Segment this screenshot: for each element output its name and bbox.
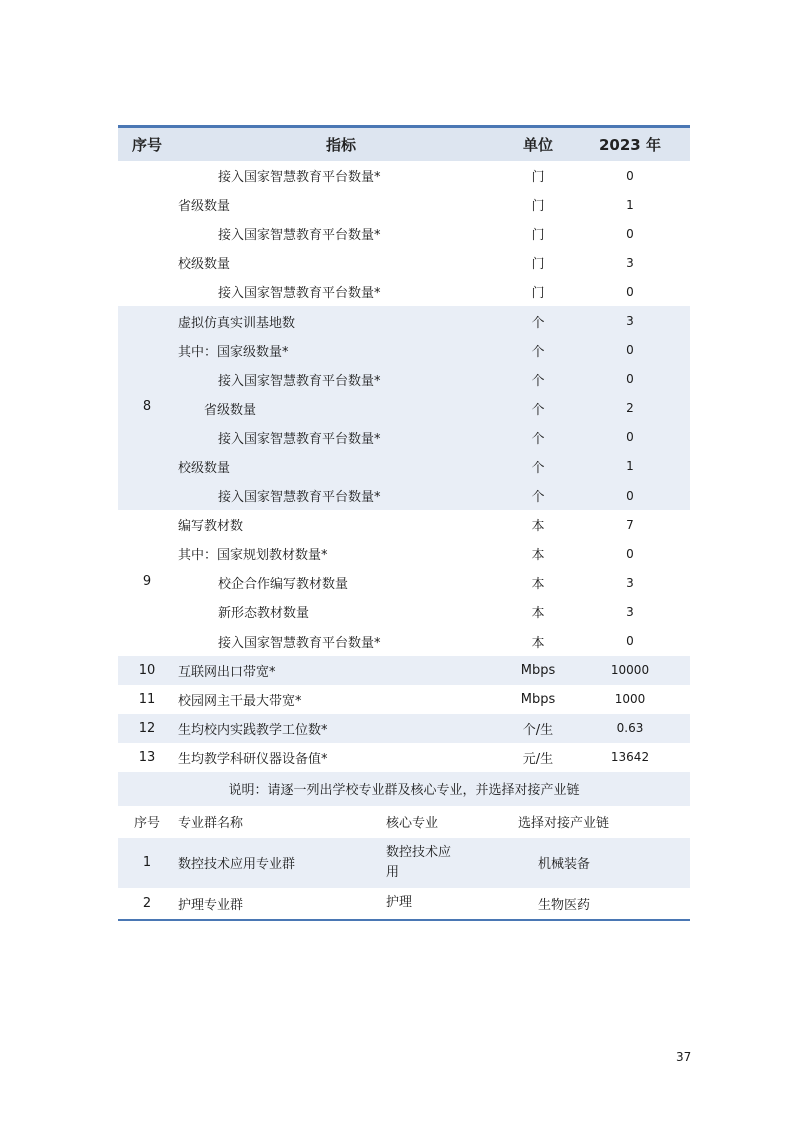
sub-row-seq: 1 [142,855,152,871]
sub-row-core: 数控技术应 用 [386,844,452,880]
row-seq: 13 [138,749,156,765]
table-row [118,568,690,597]
table-row [118,248,690,277]
row-value: 7 [626,517,634,532]
table-row [118,365,690,394]
row-value: 0.63 [616,721,644,736]
row-value: 3 [626,314,634,329]
row-unit: 本 [531,635,545,651]
row-value: 0 [626,284,634,299]
page-number: 37 [676,1050,692,1064]
row-value: 0 [626,546,634,561]
row-value: 0 [626,372,634,387]
row-unit: 本 [531,606,545,622]
row-unit: 本 [531,577,545,593]
sub-row-chain: 生物医药 [538,897,591,913]
row-indicator: 省级数量 [204,402,257,418]
row-indicator: 虚拟仿真实训基地数 [178,315,296,331]
row-indicator: 其中：国家规划教材数量* [178,548,328,564]
row-value: 1 [626,459,634,474]
row-value: 3 [626,604,634,619]
row-value: 2 [626,401,634,416]
table-row [118,481,690,510]
row-indicator: 接入国家智慧教育平台数量* [218,170,381,186]
table-row [118,423,690,452]
table-body [118,161,690,772]
sub-header-name: 专业群名称 [178,816,244,832]
row-indicator: 生均校内实践教学工位数* [178,722,328,738]
row-unit: 本 [531,519,545,535]
row-unit: 门 [531,170,545,186]
row-value: 3 [626,575,634,590]
table-row [118,597,690,626]
row-value: 0 [626,634,634,649]
table-row [118,452,690,481]
row-indicator: 校园网主干最大带宽* [178,693,302,709]
sub-header-seq: 序号 [133,816,160,832]
row-indicator: 编写教材数 [178,519,244,535]
table-row [118,394,690,423]
row-value: 0 [626,226,634,241]
header-year: 2023 年 [599,136,661,154]
sub-row-chain: 机械装备 [538,857,591,873]
sub-header-chain: 选择对接产业链 [518,816,610,832]
row-indicator: 接入国家智慧教育平台数量* [218,490,381,506]
sub-table-row [118,838,690,888]
sub-row-core: 护理 [386,895,413,911]
row-unit: 门 [531,257,545,273]
group-seq-9: 9 [142,573,152,589]
table-row [118,510,690,539]
table-row [118,161,690,190]
table-row [118,539,690,568]
header-seq: 序号 [131,136,162,154]
sub-row-name: 护理专业群 [178,897,244,913]
table-row [118,277,690,306]
row-value: 10000 [610,663,650,678]
row-value: 0 [626,488,634,503]
data-table [118,125,690,921]
row-value: 0 [626,430,634,445]
row-indicator: 接入国家智慧教育平台数量* [218,635,381,651]
table-row [118,336,690,365]
row-unit: 门 [531,199,545,215]
row-seq: 11 [138,691,156,707]
row-indicator: 校企合作编写教材数量 [218,577,349,593]
row-indicator: 生均教学科研仪器设备值* [178,751,328,767]
row-indicator: 互联网出口带宽* [178,664,276,680]
row-value: 0 [626,343,634,358]
row-seq: 10 [138,662,156,678]
row-value: 1000 [614,692,646,707]
sub-table-body [118,838,690,919]
row-unit: Mbps [520,691,556,707]
row-value: 0 [626,168,634,183]
row-unit: 元/生 [522,751,554,767]
row-unit: 本 [531,548,545,564]
table-row [118,685,690,714]
row-unit: Mbps [520,662,556,678]
row-unit: 个/生 [522,722,554,738]
row-value: 1 [626,197,634,212]
row-seq: 12 [138,720,156,736]
row-indicator: 接入国家智慧教育平台数量* [218,228,381,244]
row-indicator: 新形态教材数量 [218,606,310,622]
sub-table-row [118,888,690,919]
table-row [118,627,690,656]
row-unit: 个 [531,490,545,506]
row-unit: 个 [531,431,545,447]
row-unit: 个 [531,373,545,389]
row-indicator: 接入国家智慧教育平台数量* [218,373,381,389]
row-unit: 个 [531,460,545,476]
row-value: 3 [626,255,634,270]
table-header [118,128,690,161]
row-indicator: 其中：国家级数量* [178,344,289,360]
row-indicator: 校级数量 [178,257,231,273]
table-row [118,306,690,335]
row-indicator: 省级数量 [178,199,231,215]
row-value: 13642 [610,750,650,765]
row-unit: 门 [531,228,545,244]
table-bottom-rule [118,919,690,921]
row-unit: 门 [531,286,545,302]
sub-header-core: 核心专业 [386,816,439,832]
row-unit: 个 [531,344,545,360]
header-indicator: 指标 [325,136,356,154]
group-seq-8: 8 [142,399,152,415]
table-row [118,714,690,743]
sub-table-header [118,806,690,838]
header-unit: 单位 [522,136,553,154]
table-row [118,190,690,219]
table-note: 说明：请逐一列出学校专业群及核心专业，并选择对接产业链 [118,772,690,806]
table-row [118,219,690,248]
row-unit: 个 [531,315,545,331]
row-indicator: 接入国家智慧教育平台数量* [218,431,381,447]
row-indicator: 接入国家智慧教育平台数量* [218,286,381,302]
row-indicator: 校级数量 [178,460,231,476]
table-row [118,656,690,685]
table-row [118,743,690,772]
sub-row-name: 数控技术应用专业群 [178,857,296,873]
row-unit: 个 [531,402,545,418]
sub-row-seq: 2 [142,895,152,911]
